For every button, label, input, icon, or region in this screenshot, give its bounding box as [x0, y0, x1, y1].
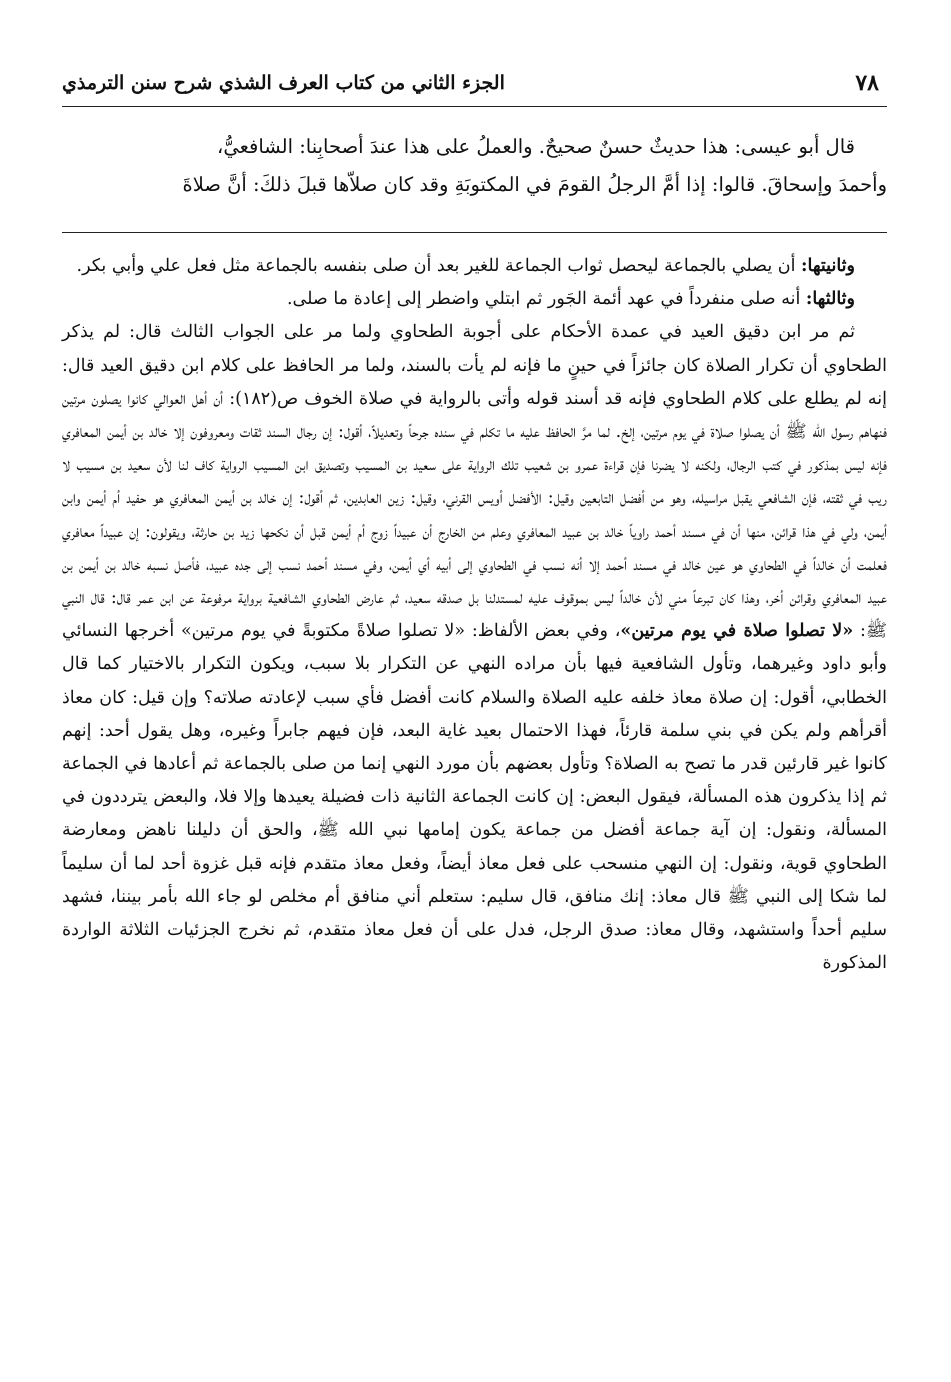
paragraph-text: أن يصلي بالجماعة ليحصل ثواب الجماعة للغير بعد أن صلى بنفسه بالجماعة مثل فعل علي وأبي بكر.: [76, 256, 802, 276]
paragraph-label: وثانيتها:: [801, 256, 855, 276]
running-title: الجزء الثاني من كتاب العرف الشذي شرح سنن الترمذي: [62, 72, 505, 94]
commentary-paragraph: [62, 250, 887, 283]
hadith-main-text: [62, 128, 887, 204]
document-page: [62, 0, 887, 1382]
paragraph-label: وثالثها:: [805, 289, 855, 310]
paragraph-text: ، وفي بعض الألفاظ: «لا تصلوا صلاةً مكتوبةً في يوم مرتين» أخرجها النسائي وأبو داود وغيرهما، وتأول الشافعية فيها بأن مراده النهي عن التكرار بلا سبب، ويكون التكرار بالاختيار كما قال الخطابي، أقول: إن صلاة معاذ خلفه عليه الصلاة والسلام كانت أفضل فأي سبب لإعادته صلاته؟ وإن قيل: كان معاذ أقرأهم ولم يكن في بني سلمة قارئاً، فهذا الاحتمال بعيد غاية البعد، فإن فيهم جابراً وغيره، وهل يقول أحد: إنهم كانوا غير قارئين قدر ما تصح به الصلاة؟ وتأول بعضهم بأن مورد النهي إنما من صلى بالجماعة ثم أعادها في الجماعة ثم إذا يذكرون هذه المسألة، فيقول البعض: إن كانت الجماعة الثانية ذات فضيلة يعيدها وإلا فلا، والبعض يترددون في المسألة، ونقول: إن آية جماعة أفضل من جماعة يكون إمامها نبي الله ﷺ، والحق أن دليلنا ناهض ومعارضة الطحاوي قوية، ونقول: إن النهي منسحب على فعل معاذ أيضاً، وفعل معاذ متقدم فإنه قبل غزوة أحد لما أن سليماً لما شكا إلى النبي ﷺ قال معاذ: إنك منافق، قال سليم: ستعلم أني منافق أم مخلص لو جاء الله بأمر بيننا، فشهد سليم أحداً واستشهد، وقال معاذ: صدق الرجل، فدل على أن فعل معاذ متقدم، ثم نخرج الجزئيات الثلاثة الواردة المذكورة: [62, 621, 887, 974]
hadith-quote: «لا تصلوا صلاة في يوم مرتين»: [620, 621, 854, 642]
footnote-divider: [62, 232, 887, 233]
commentary-section: [62, 250, 887, 980]
paragraph-text: ثم مر ابن دقيق العيد في عمدة الأحكام على أجوبة الطحاوي ولما مر على الجواب الثالث قال: لم يذكر الطحاوي أن تكرار الصلاة كان جائزاً في حينٍ ما فإنه لم يأت بالسند، ولما مر الحافظ على كلام ابن دقيق العيد قال: إنه لم يطلع على كلام الطحاوي فإنه قد أسند قوله وأتى بالرواية في صلاة الخوف ص(١٨٢): أن أهل العوالي كانوا يصلون مرتين فنهاهم رسول الله ﷺ أن يصلوا صلاة في يوم مرتين، إلخ. لما مرَّ الحافظ عليه ما تكلم في سنده جرحاً وتعديلاً، أقول: إن رجال السند ثقات ومعروفون إلا خالد بن أيمن المعافري فإنه ليس بمذكور في كتب الرجال، ولكنه لا يضرنا فإن قراءة عمرو بن شعيب تلك الرواية على سعيد بن المسيب وتصديق ابن المسيب الرواية كاف لنا لأن سعيد بن مسيب لا ريب في ثقته، فإن الشافعي يقبل مراسيله، وهو من أفضل التابعين وقيل: الأفضل أويس القرني، وقيل: زين العابدين، ثم أقول: إن خالد بن أيمن المعافري هو حفيد أم أيمن وابن أيمن، ولي في هذا قرائن، منها أن في مسند أحمد راوياً خالد بن عبيد المعافري وعلم من الخارج أن عبيداً زوج أم أيمن قبل أن نكحها زيد بن حارثة، ويقولون: إن عبيداً معافري فعلمت أن خالداً في الطحاوي هو عين خالد في مسند أحمد إلا أنه نسب في الطحاوي إلى أبيه أي أيمن، وفي مسند أحمد نسب إلى جده عبيد، فأصل نسبه خالد بن أيمن بن عبيد المعافري وقرائن أخر، وهذا كان تبرعاً مني لأن خالداً ليس بموقوف عليه لمستدلنا بل صدقه سعيد، ثم عارض الطحاوي الشافعية برواية مرفوعة عن ابن عمر قال: قال النبي ﷺ:: [62, 322, 888, 642]
commentary-paragraph: [62, 283, 887, 316]
page-number: ٧٨: [855, 70, 879, 96]
main-text-line-2: وأحمدَ وإسحاقَ. قالوا: إذا أمَّ الرجلُ القومَ في المكتوبَةِ وقد كان صلاّها قبلَ ذلكَ: أنَّ صلاةَ: [182, 173, 887, 196]
main-text-line-1: قال أبو عيسى: هذا حديثٌ حسنٌ صحيحٌ. والعملُ على هذا عندَ أصحابِنا: الشافعيُّ،: [217, 135, 855, 158]
paragraph-text: أنه صلى منفرداً في عهد أئمة الجَور ثم ابتلي واضطر إلى إعادة ما صلى.: [286, 289, 806, 310]
commentary-paragraph: [62, 316, 887, 980]
page-header: [62, 66, 887, 107]
